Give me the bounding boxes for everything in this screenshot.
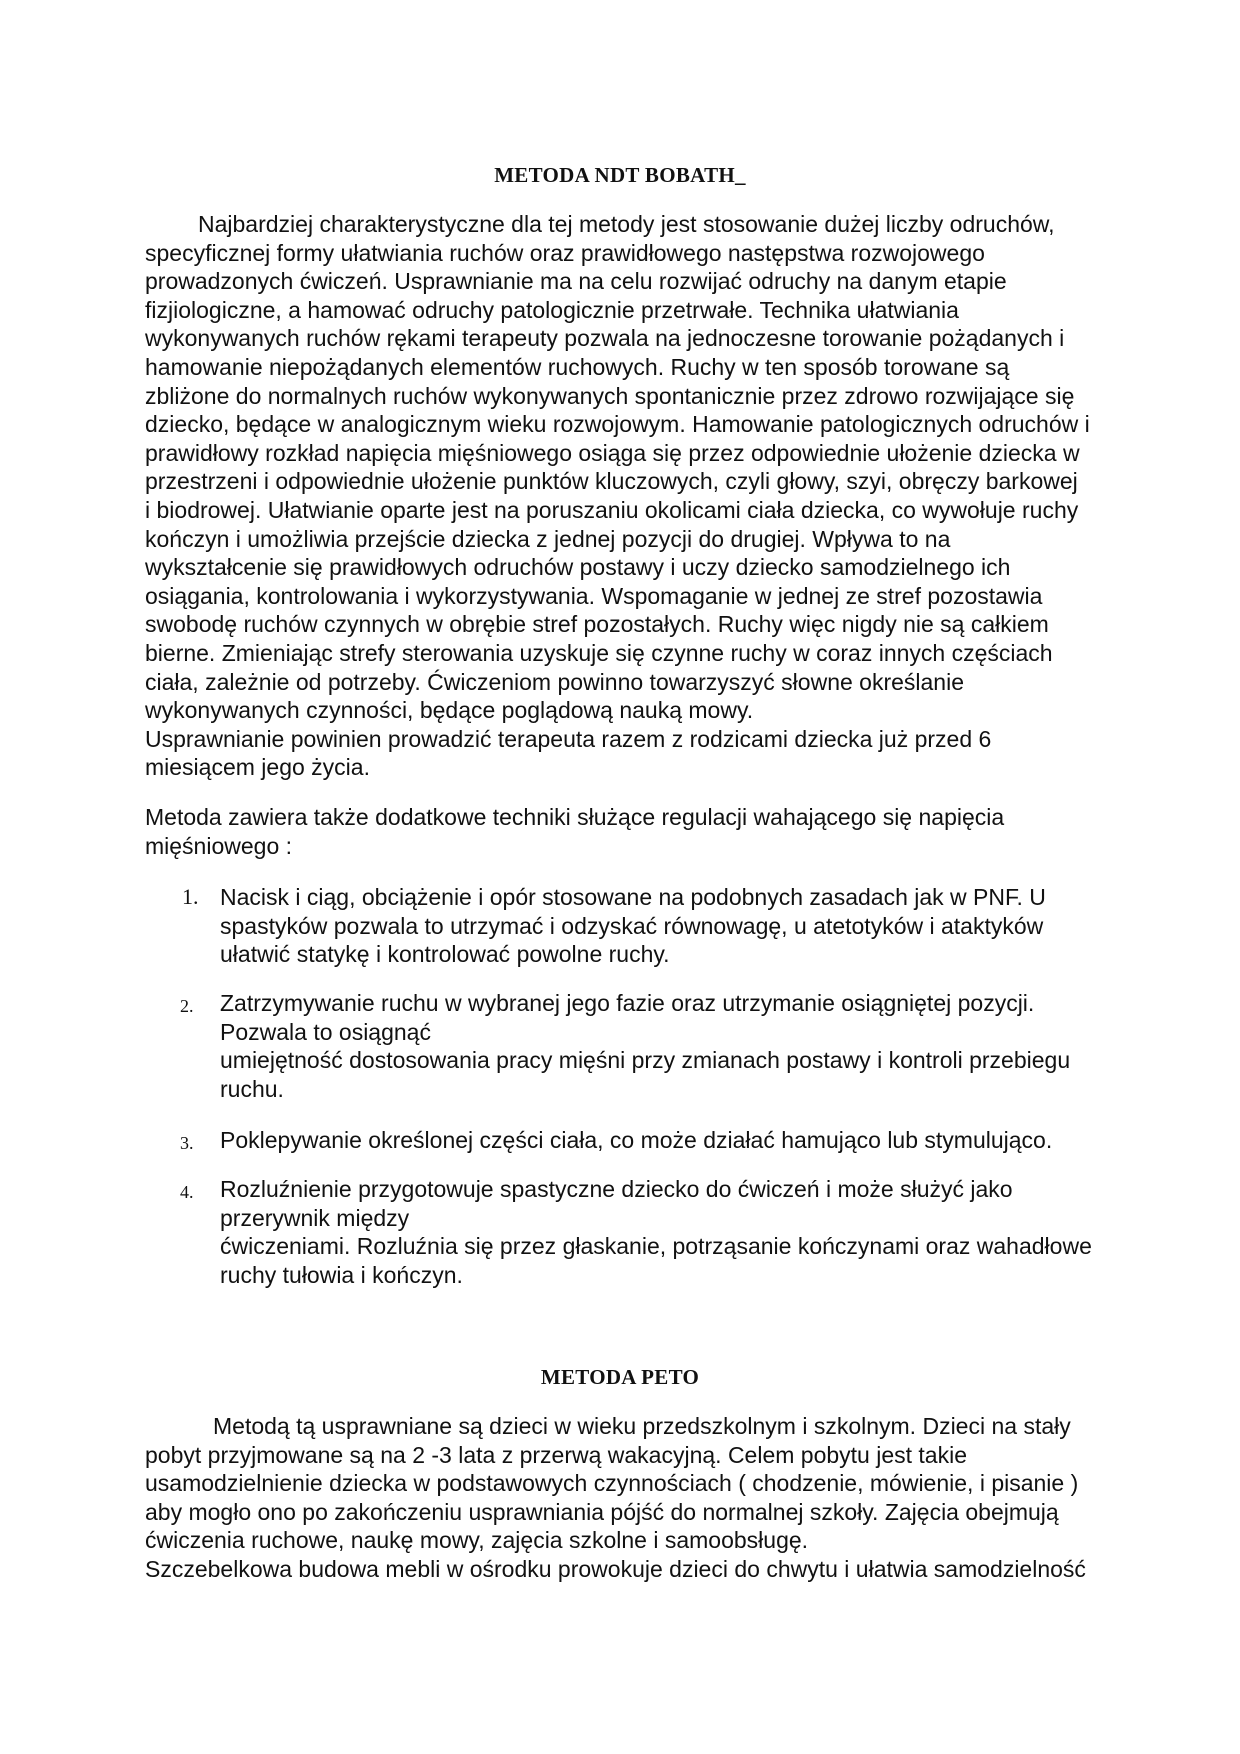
text-line: Nacisk i ciąg, obciążenie i opór stosowane na podobnych zasadach jak w PNF. U [220,884,1046,910]
text-line: prowadzonych ćwiczeń. Usprawnianie ma na celu rozwijać odruchy na danym etapie [145,268,1007,295]
peto-paragraph-1 [145,1412,1175,1584]
list-number: 3. [180,1133,194,1153]
text-line: mięśniowego : [145,832,293,859]
list-item-3 [145,1126,1175,1155]
text-line: przestrzeni i odpowiednie ułożenie punktów kluczowych, czyli głowy, szyi, obręczy barkowej [145,468,1078,495]
text-line: Poklepywanie określonej części ciała, co może działać hamująco lub stymulująco. [220,1127,1053,1153]
text-line: ułatwić statykę i kontrolować powolne ruchy. [220,941,670,968]
text-line: zbliżone do normalnych ruchów wykonywanych spontanicznie przez zdrowo rozwijające się [145,382,1075,409]
text-line: spastyków pozwala to utrzymać i odzyskać równowagę, u atetotyków i ataktyków [220,912,1044,939]
text-line: wykonywanych czynności, będące poglądową nauką mowy. [145,697,754,724]
text-line: specyficznej formy ułatwiania ruchów oraz prawidłowego następstwa rozwojowego [145,239,985,266]
text-line: Metoda zawiera także dodatkowe techniki służące regulacji wahającego się napięcia [145,804,1005,830]
text-line: Zatrzymywanie ruchu w wybranej jego fazie oraz utrzymanie osiągniętej pozycji. [220,990,1035,1016]
text-line: Metodą tą usprawniane są dzieci w wieku przedszkolnym i szkolnym. Dzieci na stały [213,1413,1071,1439]
text-line: Najbardziej charakterystyczne dla tej metody jest stosowanie dużej liczby odruchów, [198,211,1055,237]
text-line: Pozwala to osiągnąć [220,1018,431,1045]
text-line: osiągania, kontrolowania i wykorzystywania. Wspomaganie w jednej ze stref pozostawia [145,582,1043,609]
text-line: wykształcenie się prawidłowych odruchów postawy i uczy dziecko samodzielnego ich [145,554,1011,581]
list-number: 4. [180,1182,194,1202]
text-line: umiejętność dostosowania pracy mięśni przy zmianach postawy i kontroli przebiegu [220,1047,1071,1074]
text-line: fizjiologiczne, a hamować odruchy patologicznie przetrwałe. Technika ułatwiania [145,296,959,323]
text-line: i biodrowej. Ułatwianie oparte jest na poruszaniu okolicami ciała dziecka, co wywołuje ruchy [145,496,1079,523]
bobath-paragraph-2 [145,803,1175,860]
text-line: usamodzielnienie dziecka w podstawowych czynnościach ( chodzenie, mówienie, i pisanie ) [145,1470,1079,1497]
text-line: ćwiczeniami. Rozluźnia się przez głaskanie, potrząsanie kończynami oraz wahadłowe [220,1233,1092,1260]
list-number: 1. [182,884,199,909]
text-line: aby mogło ono po zakończeniu usprawniania pójść do normalnej szkoły. Zajęcia obejmują [145,1498,1059,1525]
list-item-4 [145,1175,1175,1289]
text-line: ćwiczenia ruchowe, naukę mowy, zajęcia szkolne i samoobsługę. [145,1527,809,1554]
text-line: wykonywanych ruchów rękami terapeuty pozwala na jednoczesne torowanie pożądanych i [145,325,1065,352]
text-line: bierne. Zmieniając strefy sterowania uzyskuje się czynne ruchy w coraz innych częściach [145,639,1053,666]
text-line: przerywnik między [220,1204,410,1231]
text-line: dziecko, będące w analogicznym wieku rozwojowym. Hamowanie patologicznych odruchów i [145,411,1090,438]
section-title-bobath: METODA NDT BOBATH_ [494,163,746,187]
text-line: ciała, zależnie od potrzeby. Ćwiczeniom powinno towarzyszyć słowne określanie [145,668,965,695]
text-line: pobyt przyjmowane są na 2 -3 lata z przerwą wakacyjną. Celem pobytu jest takie [145,1441,968,1468]
text-line: prawidłowy rozkład napięcia mięśniowego osiąga się przez odpowiednie ułożenie dziecka w [145,439,1080,466]
list-item-1 [145,883,1175,969]
text-line: ruchy tułowia i kończyn. [220,1261,463,1288]
text-line: ruchu. [220,1075,284,1102]
text-line: Rozluźnienie przygotowuje spastyczne dziecko do ćwiczeń i może służyć jako [220,1176,1013,1202]
text-line: miesiącem jego życia. [145,754,370,781]
section-title-peto: METODA PETO [540,1365,700,1389]
bobath-paragraph-1 [145,210,1175,782]
text-line: Usprawnianie powinien prowadzić terapeuta razem z rodzicami dziecka już przed 6 [145,725,992,752]
text-line: swobodę ruchów czynnych w obrębie stref pozostałych. Ruchy więc nigdy nie są całkiem [145,611,1049,638]
text-line: hamowanie niepożądanych elementów ruchowych. Ruchy w ten sposób torowane są [145,353,1010,380]
list-number: 2. [180,996,194,1016]
text-line: kończyn i umożliwia przejście dziecka z jednej pozycji do drugiej. Wpływa to na [145,525,951,552]
text-line: Szczebelkowa budowa mebli w ośrodku prowokuje dzieci do chwytu i ułatwia samodzielność [145,1555,1086,1582]
list-item-2 [145,989,1175,1103]
